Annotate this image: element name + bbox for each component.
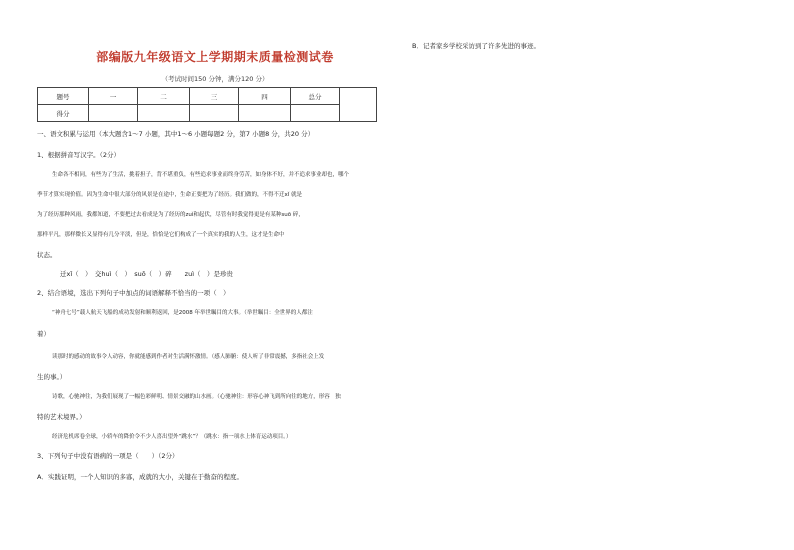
question-1-blanks[interactable]: 迁xǐ（ ） 交huì（ ） suō（ ）碎 zuì（ ）是珍贵 <box>60 270 234 278</box>
question-1-line: 那样平凡，那样微长又显得有几分平淡，但是，恰恰是它们构成了一个真实的我的人生，这才是生命中 <box>37 232 285 238</box>
question-2-line: 诗歌，心驰神往，为我们展现了一幅色彩鲜明、情景交融的山水画。（心驰神往：形容心神飞到所向往的地方，形容 独 <box>52 394 341 400</box>
score-header-cell: 题号 <box>38 88 89 105</box>
score-input-cell[interactable] <box>239 105 291 122</box>
question-1-stem: 1、根据拼音写汉字。（2分） <box>37 151 121 159</box>
question-2-line: 着） <box>37 330 50 338</box>
score-header-cell: 四 <box>239 88 291 105</box>
score-header-cell: 二 <box>138 88 190 105</box>
question-1-line: 为了经历那种风雨，我都知道，不要把过去看成是为了经历的zuì和起伏，尽管有时我觉得更是有某种suō 碎， <box>37 212 304 218</box>
question-3-option-b[interactable]: B．记者家乡学校采访到了许多先进的事迹。 <box>412 42 540 50</box>
question-2-line: 特的艺术境界。） <box>37 413 86 421</box>
score-header-cell: 一 <box>89 88 138 105</box>
question-1-line: 季节才算实现价值。因为生命中很大部分的风景是在途中，生命正要把为了经历。我们做的，不得不迁xǐ 就是 <box>37 192 303 198</box>
question-2-line: 生的事。） <box>37 373 67 381</box>
score-header-cell: 三 <box>190 88 239 105</box>
score-row-label: 得分 <box>38 105 89 122</box>
score-header-cell: 总分 <box>291 88 340 105</box>
question-1-line: 生命各不相同，有些为了生活，挑着担子，背不堪重负，有些追求事业而终身劳苦，如身体不好，并不追求事业却也，哪个 <box>52 172 350 178</box>
question-2-stem: 2、结合语境，选出下列句子中加点的词语解释不恰当的一项（ ） <box>37 289 230 297</box>
exam-subtitle: （考试时间150 分钟，满分120 分） <box>161 75 269 83</box>
question-2-line: “神舟七号”载人航天飞船的成功发射和顺利返回，是2008 年举世瞩目的大事。（举世瞩目：全世界的人都注 <box>52 310 313 316</box>
section-1-heading: 一、语文积累与运用（本大题含1～7 小题，其中1～6 小题每题2 分，第7 小题8 分，共20 分） <box>37 130 315 138</box>
score-input-cell[interactable] <box>138 105 190 122</box>
question-3-stem: 3、下列句子中没有语病的一项是（ ）（2分） <box>37 452 179 460</box>
exam-title: 部编版九年级语文上学期期末质量检测试卷 <box>96 50 334 64</box>
question-1-line: 状态。 <box>37 251 57 259</box>
question-3-option-a[interactable]: A．实践证明，一个人知识的多寡，成就的大小，关键在于勤奋的程度。 <box>37 473 243 481</box>
score-table <box>37 87 377 122</box>
score-blank-cell <box>340 88 377 122</box>
score-input-cell[interactable] <box>89 105 138 122</box>
score-table-score-row <box>38 105 377 122</box>
score-input-cell[interactable] <box>291 105 340 122</box>
question-2-line: 读那时的感动的故事令人动容，你就能感到作者对生活满怀激情。（感人肺腑：使人听了非常震撼，多指社会上发 <box>52 354 325 360</box>
score-input-cell[interactable] <box>190 105 239 122</box>
question-2-line: 经济危机席卷全球，小轿车的降价令不少人喜出望外“跳水”？（跳水：指一项水上体育运动项目。） <box>52 434 292 440</box>
score-table-header-row <box>38 88 377 105</box>
